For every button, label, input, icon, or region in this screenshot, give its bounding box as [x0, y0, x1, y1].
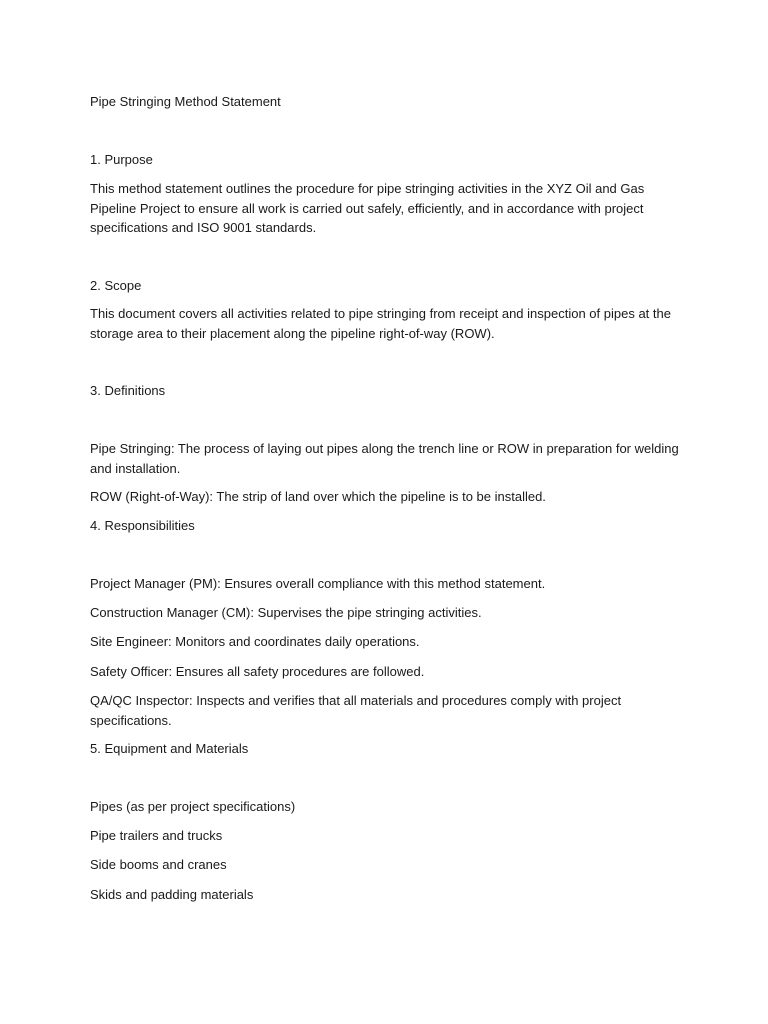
equipment-item: Side booms and cranes — [90, 857, 227, 872]
equipment-item: Skids and padding materials — [90, 887, 254, 902]
paragraph-line: specifications and ISO 9001 standards. — [90, 220, 317, 235]
scope-paragraph — [90, 304, 680, 343]
section-heading-scope: 2. Scope — [90, 278, 142, 293]
responsibility-item — [90, 632, 680, 652]
paragraph-line: Pipeline Project to ensure all work is carried out safely, efficiently, and in accordance with project — [90, 200, 644, 216]
paragraph-line: Construction Manager (CM): Supervises the pipe stringing activities. — [90, 605, 482, 620]
paragraph-line: QA/QC Inspector: Inspects and verifies that all materials and procedures comply with project — [90, 693, 622, 708]
responsibility-item — [90, 691, 680, 730]
section-heading-definitions: 3. Definitions — [90, 383, 166, 398]
paragraph-line: ROW (Right-of-Way): The strip of land over which the pipeline is to be installed. — [90, 489, 546, 504]
paragraph-line: Safety Officer: Ensures all safety procedures are followed. — [90, 664, 425, 679]
responsibility-item — [90, 603, 680, 623]
responsibility-item — [90, 574, 680, 594]
purpose-paragraph — [90, 179, 680, 238]
paragraph-line: storage area to their placement along the pipeline right-of-way (ROW). — [90, 325, 495, 341]
paragraph-line: Site Engineer: Monitors and coordinates daily operations. — [90, 634, 420, 649]
section-heading-purpose: 1. Purpose — [90, 152, 153, 167]
paragraph-line: This document covers all activities related to pipe stringing from receipt and inspection of pipes at the — [90, 306, 671, 321]
equipment-item: Pipes (as per project specifications) — [90, 799, 296, 814]
paragraph-line: This method statement outlines the procedure for pipe stringing activities in the XYZ Oil and Gas — [90, 181, 645, 196]
paragraph-line: specifications. — [90, 712, 172, 728]
responsibility-item — [90, 662, 680, 682]
section-heading-equipment: 5. Equipment and Materials — [90, 741, 249, 756]
document-title: Pipe Stringing Method Statement — [90, 94, 281, 109]
paragraph-line: Pipe Stringing: The process of laying out pipes along the trench line or ROW in preparation for welding — [90, 441, 679, 456]
section-heading-responsibilities: 4. Responsibilities — [90, 518, 195, 533]
equipment-item: Pipe trailers and trucks — [90, 828, 223, 843]
definition-item — [90, 487, 680, 507]
paragraph-line: and installation. — [90, 460, 181, 476]
paragraph-line: Project Manager (PM): Ensures overall compliance with this method statement. — [90, 576, 546, 591]
definition-item — [90, 439, 680, 478]
